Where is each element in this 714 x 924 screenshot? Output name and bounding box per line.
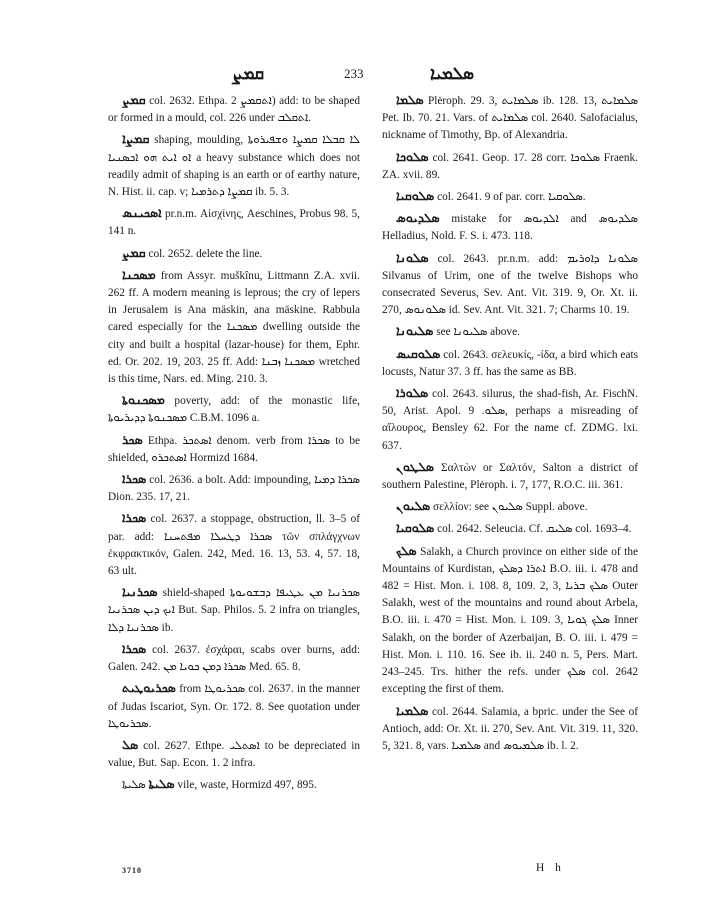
dictionary-entry	[108, 245, 360, 263]
headword: ܡܣܟܢܐ	[122, 267, 156, 282]
dictionary-entry	[382, 498, 638, 516]
headword: ܩܡܨ	[122, 245, 146, 260]
headword: ܣܠܘܩܝܐ	[396, 189, 435, 204]
dictionary-entry	[108, 131, 360, 201]
entry-text: col. 2632. Ethpa. ܐܬܩܡܨ 2) add: to be shaped or formed in a mould, col. 226 under ܐܬܩܠܒ.	[108, 95, 360, 125]
entry-text: col. 2641. 9 of par. corr. ܣܠܘܩܝܐ.	[437, 191, 586, 204]
entry-text: col. 2642. Seleucia. Cf. ܣܠܝܩ col. 1693–4.	[437, 523, 632, 536]
entry-text: Σαλτὼν or Σαλτόν, Salton a district of southern Palestine, Plėroph. i. 7, 177, R.O.C. iii. 361.	[382, 461, 638, 492]
headword: ܣܟܪܝܘܛܝܬ	[122, 681, 176, 696]
dictionary-entry	[382, 459, 638, 494]
dictionary-entry	[108, 776, 360, 794]
dictionary-entry	[108, 92, 360, 127]
headword: ܐܣܟܝܢܣ	[122, 206, 162, 221]
dictionary-entry	[382, 210, 638, 245]
entry-text: see ܣܠܝܘܢܐ above.	[436, 326, 520, 339]
entry-text: col. 2636. a bolt. Add: impounding, ܣܟܪܐ ܕܡܝܐ Dion. 235. 17, 21.	[108, 474, 361, 504]
running-head-left: ܩܡܨ	[232, 64, 265, 83]
dictionary-entry	[108, 471, 360, 506]
entry-text: col. 2637. ἐσχάραι, scabs over burns, add: Galen. 242. ܣܟܪܐ ܕܡܢ ܟܘܝܐ ܡܢ Med. 65. 8.	[108, 643, 360, 674]
running-head-right: ܣܠܡܝܐ	[430, 64, 475, 83]
headword: ܣܠܝܘܢ	[396, 499, 431, 514]
dictionary-entry	[108, 267, 360, 388]
entry-text: col. 2627. Ethpe. ܐܣܬܠܝ to be depreciated in value, But. Sap. Econ. 1. 2 infra.	[108, 739, 360, 770]
entry-text: col. 2652. delete the line.	[148, 247, 263, 260]
entry-text: Salakh, a Church province on either side of the Mountains of Kurdistan, ܐܬܪܐ ܕܣܠܟ B.O. iii. i. 478 and 482 = Hist. Mon. i. 108. 8, 109. 2, 3, ܣܠܟ ܒܪܝܐ Outer Salakh, west of the mountains and round about Arbela, B.O. iii. i. 470 = Hist. Mon. i. 109. 3, ܣܠܟ ܓܘܝܐ Inner Salakh, on the border of Azerbaijan, B. O. iii. i. 479 = Hist. Mon. i. 110. 16. See ib. ii. 240 n. 5, Pers. Mart. 243–245. Trs. hither the refs. under ܣܠܟ col. 2642 excepting the first of them.	[382, 545, 638, 696]
headword: ܣܟܪܐ	[122, 641, 147, 656]
dictionary-entry	[108, 680, 360, 733]
dictionary-entry	[382, 346, 638, 381]
headword: ܣܟܪܐ	[122, 511, 147, 526]
headword: ܣܠܕܝܘܣ	[396, 211, 440, 226]
headword: ܣܟܪܐ	[122, 472, 147, 487]
headword: ܣܠܘܩܝܣ	[396, 346, 441, 361]
headword: ܣܠܘܢܐ	[396, 250, 429, 265]
right-column	[382, 92, 638, 759]
dictionary-entry	[382, 385, 638, 455]
dictionary-entry	[382, 323, 638, 341]
entry-text: poverty, add: of the monastic life, ܡܣܟܢܘܬܐ ܕܕܝܪܝܘܬܐ C.B.M. 1096 a.	[108, 395, 360, 425]
headword: ܣܟܪܢܝܐ	[122, 585, 158, 600]
entry-text: col. 2643. pr.n.m. add: ܣܠܘܢܐ ܕܐܘܪܝܡ Silvanus of Urim, one of the twelve Bishops who consecrated Severus, Sev. Ant. Vit. 319. 9, Or. Xt. ii. 270, ܣܠܘܢܘܣ id. Sev. Ant. Vit. 321. 7; Charms 10. 19.	[382, 252, 638, 317]
dictionary-entry	[108, 205, 360, 240]
entry-text: from ܣܟܪܝܘܛܐ col. 2637. in the manner of Judas Iscariot, Syn. Or. 172. 8. See quotation under ܣܟܪܝܘܛܐ.	[108, 683, 360, 730]
entry-text: col. 2644. Salamia, a bpric. under the See of Antioch, add: Or. Xt. ii. 270, Sev. Ant. Vit. 319. 11, 320. 5, 321. 8, vars. ܣܠܡܝܐ and ܣܠܡܝܘܣ ib. l. 2.	[382, 705, 638, 752]
entry-text: col. 2637. a stoppage, obstruction, ll. 3–5 of par. add: ܣܟܪܐ ܕܛܚܠܐ ܡܦܬܚܢܐ τῶν σπλάγχνων ἐκφρακτικόν, Galen. 242, Med. 16. 13, 53. 4, 57. 18, 63 ult.	[108, 513, 360, 578]
dictionary-entry	[382, 250, 638, 320]
dictionary-entry	[382, 92, 638, 145]
headword: ܣܠܛܘܢ	[396, 459, 435, 474]
dictionary-entry	[382, 520, 638, 538]
headword: ܣܠܘܪܐ	[396, 386, 429, 401]
headword: ܩܡܨ	[122, 93, 146, 107]
entry-text: ܣܠܝܬܐ vile, waste, Hormizd 497, 895.	[122, 779, 317, 792]
entry-text: from Assyr. muškînu, Littmann Z.A. xvii. 262 ff. A modern meaning is leprous; the cry of lepers in Jerusalem is Ana mäskin, ana mäskine. Rabbula cared especially for the ܡܣܟܢܐ dwelling outside the city and built a hospital (lazar-house) for them, Ephr. ed. Or. 202. 19, 203. 25 ff. Add: ܡܣܟܢܐ ܙܒܢܐ wretched is this time, Nars. ed. Ming. 210. 3.	[108, 269, 361, 386]
entry-text: Plėroph. 29. 3, ܣܠܡܐܝܬ ib. 128. 13, ܣܠܡܐܝܬ Pet. Ib. 70. 21. Vars. of ܣܠܡܐܝܬ col. 2640. Salofacialus, nickname of Timothy, Bp. of Alexandria.	[382, 95, 638, 142]
headword: ܣܠܘܟܐ	[396, 149, 429, 164]
headword: ܣܠܡܐ	[396, 93, 424, 107]
dictionary-entry	[382, 188, 638, 206]
left-column	[108, 92, 360, 799]
entry-text: shaping, moulding, ܠܐ ܩܒܠܐ ܩܡܨܐ ܘܫܦܝܪܘܬܐ ܐܘ ܐܝܬ ܗܘ ܐܟܣܢܝܐ a heavy substance which does not readily admit of shaping is an earth or of earthy nature, N. Hist. ii. cap. v; ܩܡܨܐ ܕܬܪܡܝܐ ib. 5. 3.	[108, 134, 360, 199]
entry-text: mistake for ܐܠܕܝܘܣ and ܣܠܕܝܘܣ Helladius, Nold. F. S. i. 473. 118.	[382, 213, 638, 243]
page-number: 233	[344, 66, 364, 81]
headword: ܣܟܪ	[122, 432, 143, 447]
running-head	[0, 64, 714, 86]
headword: ܡܣܟܢܘܬܐ	[122, 393, 165, 408]
headword: ܣܠܘܩܝܐ	[396, 521, 435, 536]
dictionary-entry	[108, 641, 360, 676]
dictionary-entry	[108, 584, 360, 637]
headword: ܣܠܝܘܢܐ	[396, 324, 434, 339]
dictionary-entry	[382, 543, 638, 699]
dictionary-entry	[108, 392, 360, 427]
headword: ܣܠܝܬܐ	[148, 777, 175, 792]
headword: ܣܠ	[122, 737, 139, 752]
headword: ܩܡܨܐ	[122, 132, 150, 147]
headword: ܣܠܡܝܐ	[396, 703, 429, 718]
entry-text: col. 2641. Geop. 17. 28 corr. ܣܠܘܟܐ Fraenk. ZA. xvii. 89.	[382, 151, 638, 181]
entry-text: pr.n.m. Αἰσχίνης, Aeschines, Probus 98. 5, 141 n.	[108, 208, 360, 238]
entry-text: shield-shaped ܣܟܪܢܝܐ ܡܢ ܥܛܝܦܐ ܕܒܫܘܝܘܬܐ ܐܝܟ ܕܝܢ ܣܟܪܢܝܐ But. Sap. Philos. 5. 2 infra on triangles, ܣܟܪܢܝܐ ܕܠܐ ib.	[108, 587, 360, 634]
dictionary-entry	[382, 703, 638, 756]
sheet-mark: H h	[536, 862, 565, 874]
entry-text: Ethpa. ܐܣܬܟܪ denom. verb from ܣܟܪܐ to be shielded, ܐܣܬܟܪܘ Hormizd 1684.	[108, 434, 360, 464]
entry-text: σελλίον: see ܣܠܝܘܢ Suppl. above.	[433, 501, 588, 514]
printer-signature: 3710	[122, 866, 142, 875]
entry-text: col. 2643. σελευκίς, -ίδα, a bird which eats locusts, Natur 37. 3 ff. has the same as BB.	[382, 348, 638, 378]
headword: ܣܠܟ	[396, 543, 417, 558]
entry-text: col. 2643. silurus, the shad-fish, Ar. FischN. 50, Arist. Apol. ܣܠܘ. 9, perhaps a misreading of αἴλουρος, Bensley 62. For the name cf. ZDMG. lxi. 637.	[382, 388, 638, 452]
dictionary-entry	[108, 432, 360, 467]
dictionary-entry	[382, 149, 638, 184]
dictionary-entry	[108, 510, 360, 580]
dictionary-entry	[108, 737, 360, 772]
